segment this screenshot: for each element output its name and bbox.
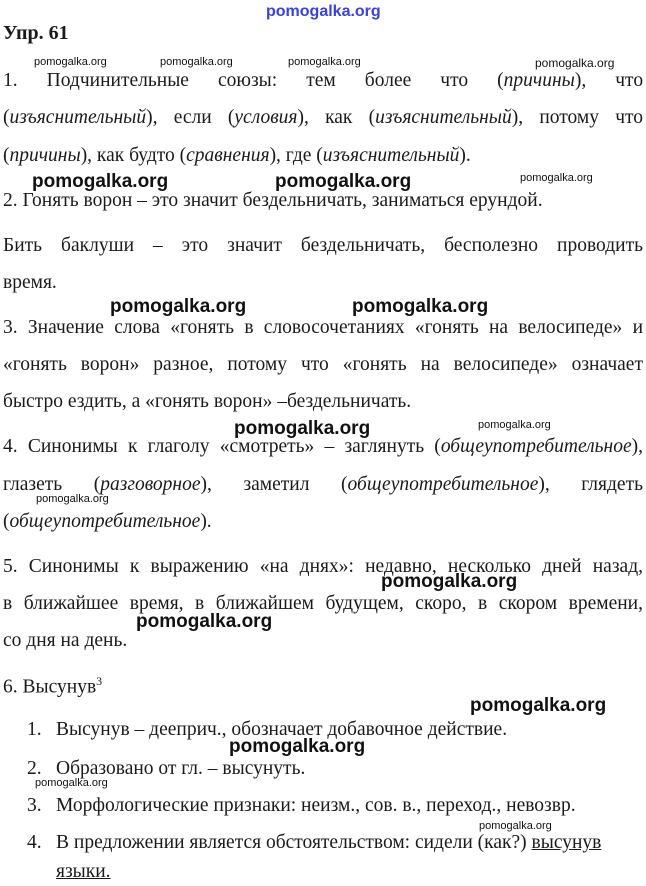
p1-word: 1. — [3, 70, 18, 91]
watermark: pomogalka.org — [35, 777, 108, 789]
watermark: pomogalka.org — [136, 611, 273, 632]
p4-note: глазеть (разговорное), — [3, 474, 212, 495]
p2-line3: время. — [3, 272, 57, 293]
p5-line1: 5. Синонимы к выражению «на днях»: недавно, несколько дней назад, — [3, 556, 643, 577]
watermark: pomogalka.org — [160, 56, 233, 68]
watermark: pomogalka.org — [110, 296, 247, 317]
watermark: pomogalka.org — [234, 418, 371, 439]
p1-word: что — [615, 107, 644, 128]
p3-line3: быстро ездить, а «гонять ворон» –бездельничать. — [3, 391, 412, 412]
list-item-number: 1. — [27, 719, 42, 740]
p1-note: если (условия), — [173, 107, 309, 128]
p1-word: союзы: — [218, 70, 278, 91]
p1-line1 — [3, 69, 643, 92]
p5-line2: в ближайшее время, в ближайшем будущем, скоро, в скором времени, — [3, 593, 643, 614]
p1-line3: (причины), как будто (сравнения), где (изъяснительный). — [3, 145, 471, 166]
watermark: pomogalka.org — [36, 493, 109, 505]
watermark: pomogalka.org — [381, 571, 518, 592]
watermark: pomogalka.org — [470, 695, 607, 716]
underlined-word: языки. — [56, 861, 111, 882]
p1-note: (причины), — [497, 70, 587, 91]
p2-line1: 2. Гонять ворон – это значит бездельничать, заниматься ерундой. — [3, 190, 543, 211]
list-item: Морфологические признаки: неизм., сов. в., переход., невозвр. — [56, 795, 576, 816]
list-item: В предложении является обстоятельством: сидели (как?) высунув — [56, 832, 602, 853]
list-item-number: 2. — [27, 758, 42, 779]
p1-word: что — [440, 70, 469, 91]
p1-word: что — [615, 70, 644, 91]
list-item: Высунув – дееприч., обозначает добавочное действие. — [56, 719, 508, 740]
p6-heading: 6. Высунув$^3$ — [3, 674, 103, 698]
underlined-word: высунув — [531, 832, 602, 853]
p1-word: потому — [539, 107, 599, 128]
watermark: pomogalka.org — [32, 171, 169, 192]
p1-word: более — [364, 70, 412, 91]
p1-note: как (изъяснительный), — [325, 107, 524, 128]
p4-line2 — [3, 473, 643, 496]
p1-word: Подчинительные — [46, 70, 189, 91]
p3-line2: «гонять ворон» разное, потому что «гонять на велосипеде» означает — [3, 354, 643, 375]
exercise-title: Упр. 61 — [3, 22, 69, 44]
list-item-number: 4. — [27, 832, 42, 853]
watermark: pomogalka.org — [478, 419, 551, 431]
list-item-number: 3. — [27, 795, 42, 816]
p1-line2 — [3, 106, 643, 129]
watermark: pomogalka.org — [229, 736, 366, 757]
p4-word: глядеть — [581, 474, 643, 495]
p4-line1: 4. Синонимы к глаголу «смотреть» – заглянуть (общеупотребительное), — [3, 436, 643, 457]
p4-line3: (общеупотребительное). — [3, 511, 212, 532]
watermark: pomogalka.org — [352, 296, 489, 317]
p2-line2: Бить баклуши – это значит бездельничать, бесполезно проводить — [3, 235, 643, 256]
p4-note: заметил (общеупотребительное), — [243, 474, 550, 495]
p1-word: тем — [306, 70, 336, 91]
watermark: pomogalka.org — [535, 56, 615, 70]
list-item: Образовано от гл. – высунуть. — [56, 758, 306, 779]
watermark: pomogalka.org — [288, 56, 361, 68]
watermark: pomogalka.org — [520, 172, 593, 184]
watermark: pomogalka.org — [275, 171, 412, 192]
p1-note: (изъяснительный), — [3, 107, 158, 128]
watermark: pomogalka.org — [34, 56, 107, 68]
p3-line1: 3. Значение слова «гонять в словосочетаниях «гонять на велосипеде» и — [3, 317, 643, 338]
p5-line3: со дня на день. — [3, 630, 128, 651]
watermark: pomogalka.org — [479, 820, 552, 832]
watermark-top[interactable]: pomogalka.org — [266, 3, 381, 20]
